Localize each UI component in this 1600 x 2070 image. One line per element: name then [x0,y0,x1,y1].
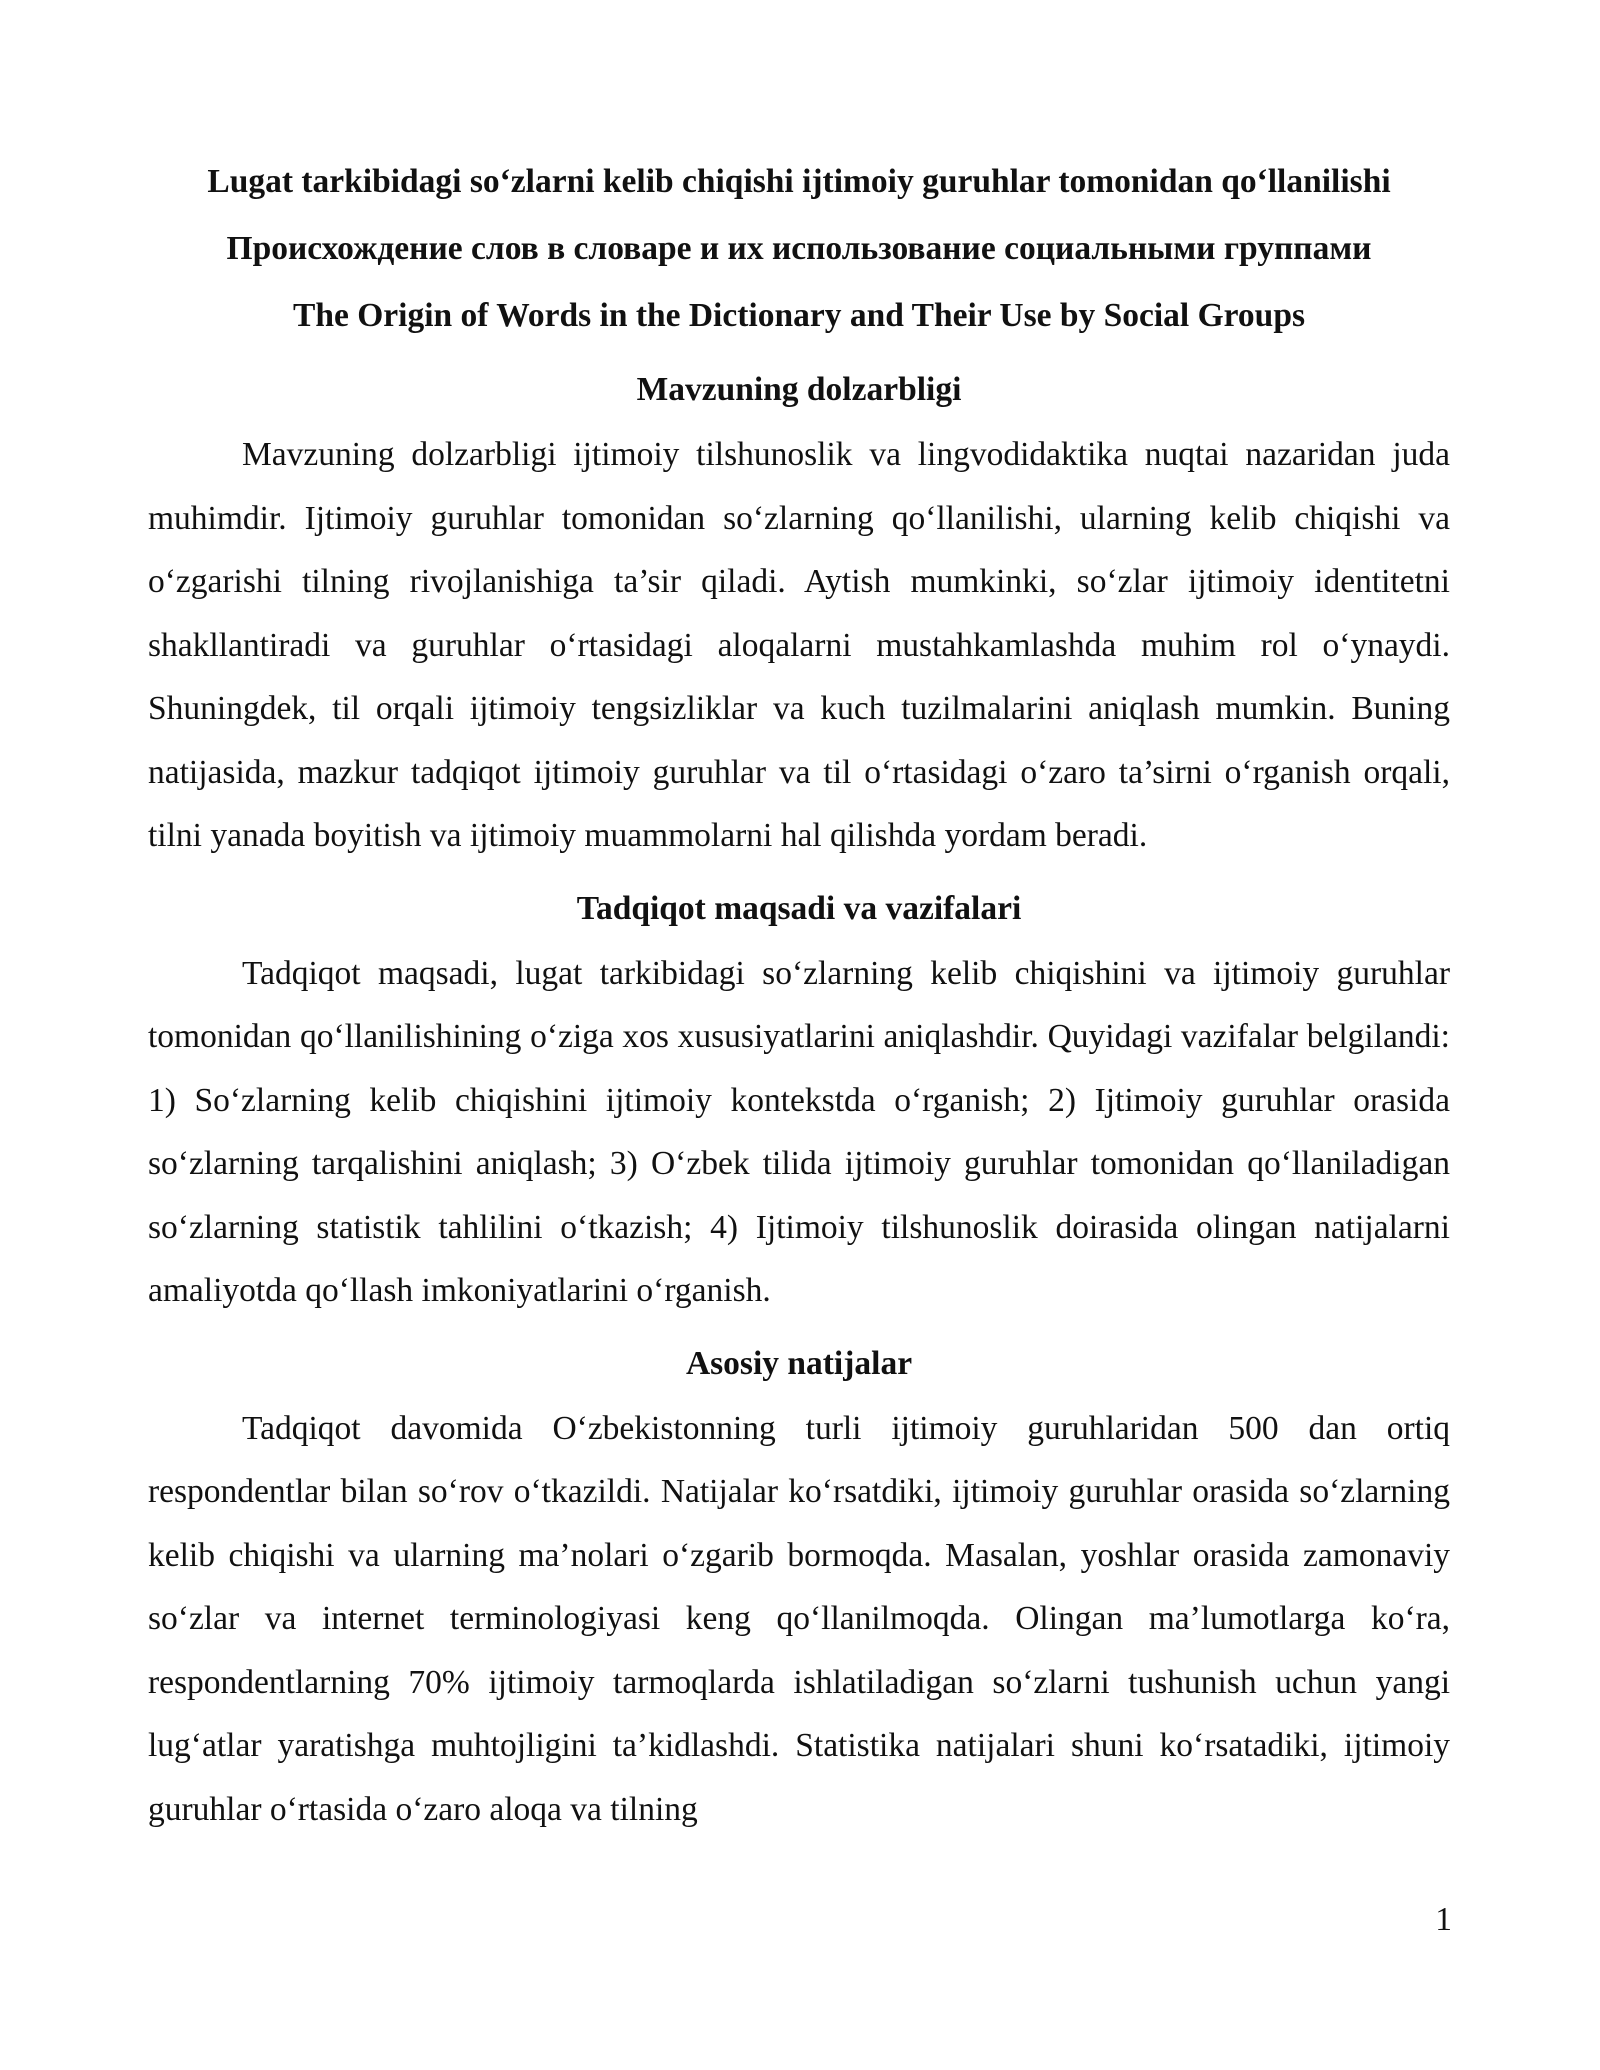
title-uzbek: Lugat tarkibidagi so‘zlarni kelib chiqishi ijtimoiy guruhlar tomonidan qo‘llanilishi [207,163,1391,200]
section-heading-results: Asosiy natijalar [685,1344,913,1382]
section-heading-goals: Tadqiqot maqsadi va vazifalari [576,889,1022,927]
title-english: The Origin of Words in the Dictionary and Their Use by Social Groups [293,297,1305,334]
section-paragraph-results: Tadqiqot davomida O‘zbekistonning turli ijtimoiy guruhlaridan 500 dan ortiq respondentlar bilan so‘rov o‘tkazildi. Natijalar ko‘rsatdiki, ijtimoiy guruhlar orasida so‘zlarning kelib chiqishi va ularning ma’nolari o‘zgarib bormoqda. Masalan, yoshlar orasida zamonaviy so‘zlar va internet terminologiyasi keng qo‘llanilmoqda. Olingan ma’lumotlarga ko‘ra, respondentlarning 70% ijtimoiy tarmoqlarda ishlatiladigan so‘zlarni tushunish uchun yangi lug‘atlar yaratishga muhtojligini ta’kidlashdi. Statistika natijalari shuni ko‘rsatadiki, ijtimoiy guruhlar o‘rtasida o‘zaro aloqa va tilning [148,1409,1450,1828]
document-page [148,148,1450,1841]
page-number: 1 [1435,1901,1452,1938]
title-russian: Происхождение слов в словаре и их использование социальными группами [226,230,1372,267]
section-heading-relevance: Mavzuning dolzarbligi [636,371,962,408]
section-paragraph-relevance: Mavzuning dolzarbligi ijtimoiy tilshunoslik va lingvodidaktika nuqtai nazaridan juda muhimdir. Ijtimoiy guruhlar tomonidan so‘zlarning qo‘llanilishi, ularning kelib chiqishi va o‘zgarishi tilning rivojlanishiga ta’sir qiladi. Aytish mumkinki, so‘zlar ijtimoiy identitetni shakllantiradi va guruhlar o‘rtasidagi aloqalarni mustahkamlashda muhim rol o‘ynaydi. Shuningdek, til orqali ijtimoiy tengsizliklar va kuch tuzilmalarini aniqlash mumkin. Buning natijasida, mazkur tadqiqot ijtimoiy guruhlar va til o‘rtasidagi o‘zaro ta’sirni o‘rganish orqali, tilni yanada boyitish va ijtimoiy muammolarni hal qilishda yordam beradi. [148,436,1450,854]
section-paragraph-goals: Tadqiqot maqsadi, lugat tarkibidagi so‘zlarning kelib chiqishini va ijtimoiy guruhlar tomonidan qo‘llanilishining o‘ziga xos xususiyatlarini aniqlashdir. Quyidagi vazifalar belgilandi: 1) So‘zlarning kelib chiqishini ijtimoiy kontekstda o‘rganish; 2) Ijtimoiy guruhlar orasida so‘zlarning tarqalishini aniqlash; 3) O‘zbek tilida ijtimoiy guruhlar tomonidan qo‘llaniladigan so‘zlarning statistik tahlilini o‘tkazish; 4) Ijtimoiy tilshunoslik doirasida olingan natijalarni amaliyotda qo‘llash imkoniyatlarini o‘rganish. [148,954,1450,1309]
